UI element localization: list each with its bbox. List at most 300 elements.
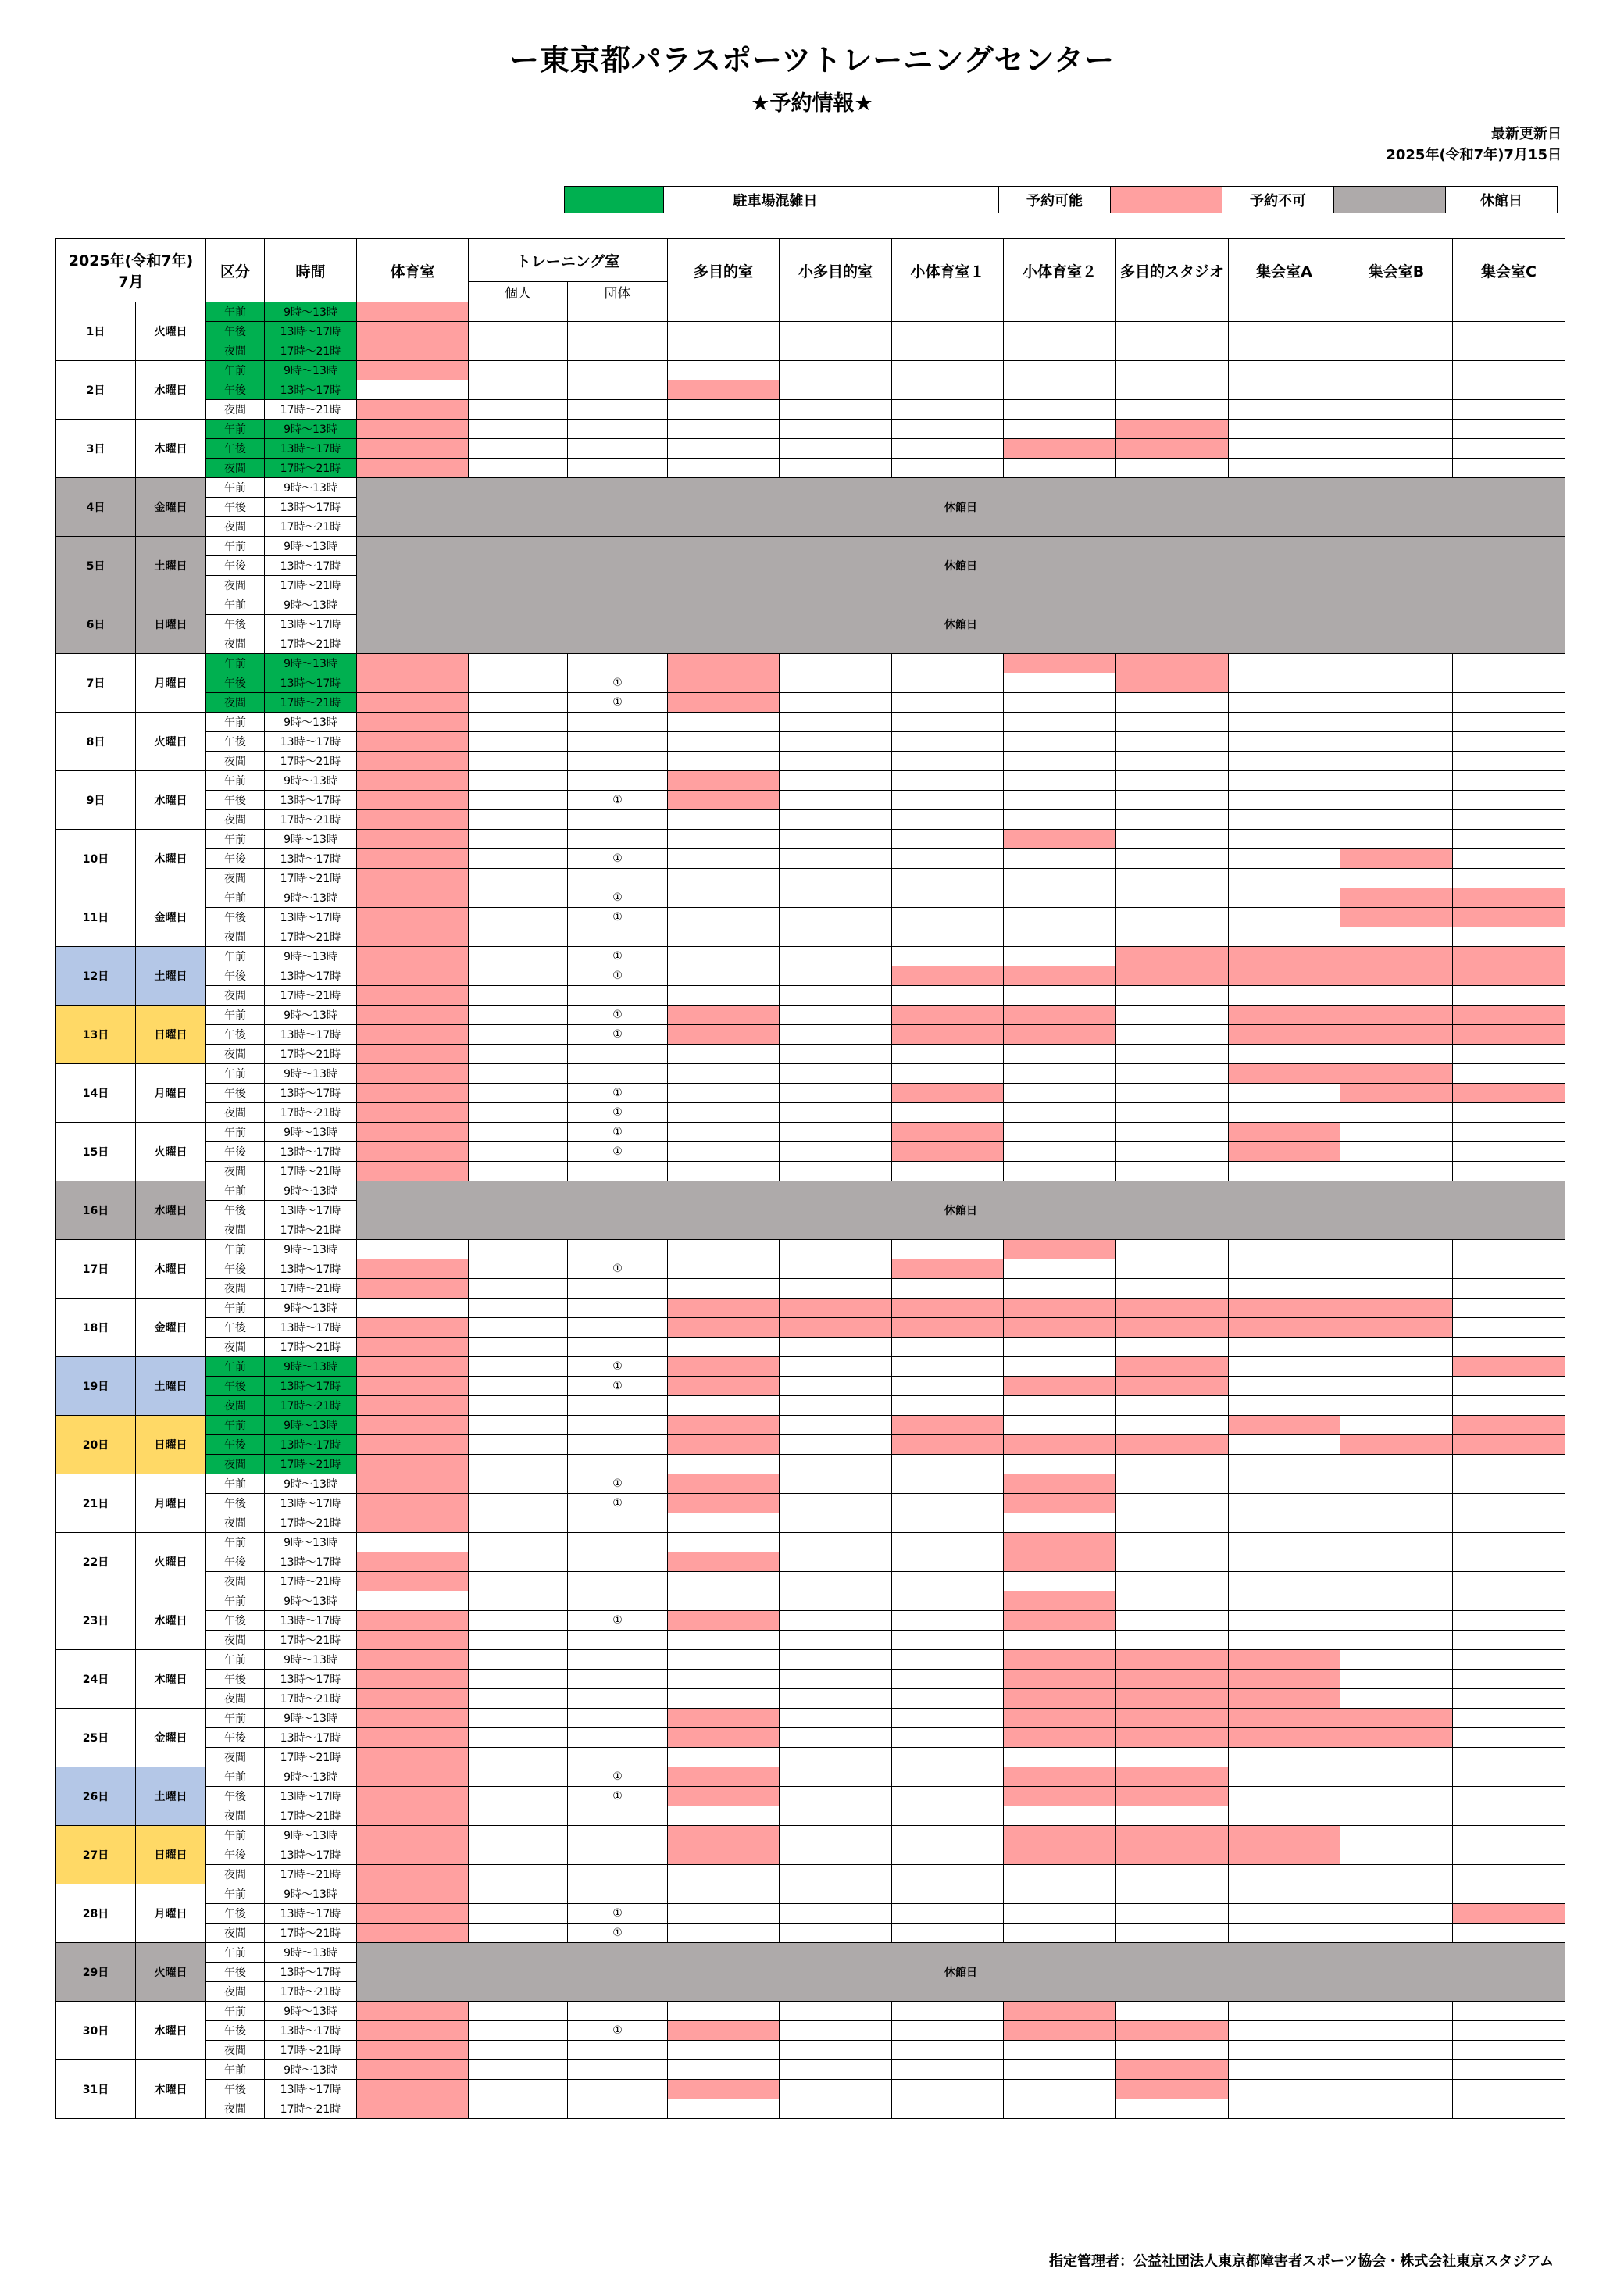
status-cell bbox=[668, 1513, 780, 1533]
time-cell: 9時～13時 bbox=[265, 302, 357, 322]
status-cell bbox=[469, 908, 568, 927]
day-cell: 16日 bbox=[56, 1181, 136, 1240]
time-cell: 17時～21時 bbox=[265, 810, 357, 830]
status-cell bbox=[1004, 1650, 1116, 1670]
status-cell bbox=[1229, 1416, 1340, 1435]
status-cell bbox=[668, 1259, 780, 1279]
status-cell bbox=[1229, 1826, 1340, 1845]
status-cell: ① bbox=[568, 947, 668, 966]
status-cell: ① bbox=[568, 1611, 668, 1631]
time-cell: 13時～17時 bbox=[265, 322, 357, 341]
status-cell bbox=[1229, 302, 1340, 322]
status-cell bbox=[668, 752, 780, 771]
table-row bbox=[56, 1162, 1565, 1181]
status-cell bbox=[1116, 1162, 1229, 1181]
slot-cell: 午前 bbox=[206, 1650, 265, 1670]
status-cell bbox=[1453, 1552, 1565, 1572]
status-cell bbox=[357, 927, 469, 947]
status-cell bbox=[1004, 1904, 1116, 1924]
time-cell: 13時～17時 bbox=[265, 849, 357, 869]
day-cell: 3日 bbox=[56, 420, 136, 478]
table-row bbox=[56, 1787, 1565, 1806]
status-cell bbox=[892, 1924, 1004, 1943]
status-cell bbox=[1229, 1611, 1340, 1631]
status-cell bbox=[1340, 400, 1453, 420]
status-cell bbox=[1340, 1318, 1453, 1338]
status-cell bbox=[1229, 1084, 1340, 1103]
status-cell bbox=[357, 1123, 469, 1142]
status-cell bbox=[1004, 888, 1116, 908]
status-cell bbox=[1229, 1123, 1340, 1142]
time-cell: 9時～13時 bbox=[265, 2060, 357, 2080]
status-cell bbox=[357, 1377, 469, 1396]
time-cell: 13時～17時 bbox=[265, 439, 357, 459]
status-cell bbox=[780, 1924, 892, 1943]
status-cell bbox=[357, 1435, 469, 1455]
status-cell bbox=[668, 654, 780, 673]
status-cell bbox=[469, 1455, 568, 1474]
table-row bbox=[56, 400, 1565, 420]
status-cell bbox=[1004, 1533, 1116, 1552]
slot-cell: 夜間 bbox=[206, 1396, 265, 1416]
slot-cell: 夜間 bbox=[206, 1455, 265, 1474]
status-cell bbox=[1340, 1064, 1453, 1084]
facility-header: 小体育室２ bbox=[1004, 239, 1116, 302]
status-cell bbox=[668, 1103, 780, 1123]
status-cell bbox=[357, 1279, 469, 1299]
status-cell bbox=[357, 341, 469, 361]
status-cell bbox=[1004, 986, 1116, 1006]
time-cell: 9時～13時 bbox=[265, 1299, 357, 1318]
table-row bbox=[56, 713, 1565, 732]
time-cell: 17時～21時 bbox=[265, 1689, 357, 1709]
status-cell bbox=[1116, 439, 1229, 459]
table-row bbox=[56, 791, 1565, 810]
status-cell bbox=[1453, 654, 1565, 673]
time-cell: 13時～17時 bbox=[265, 791, 357, 810]
table-row bbox=[56, 888, 1565, 908]
table-row bbox=[56, 673, 1565, 693]
status-cell bbox=[780, 1552, 892, 1572]
time-cell: 13時～17時 bbox=[265, 732, 357, 752]
status-cell bbox=[1004, 1025, 1116, 1045]
status-cell bbox=[1340, 302, 1453, 322]
status-cell bbox=[469, 1299, 568, 1318]
status-cell bbox=[1229, 966, 1340, 986]
time-cell: 17時～21時 bbox=[265, 1924, 357, 1943]
status-cell bbox=[1116, 1767, 1229, 1787]
status-cell bbox=[1116, 1416, 1229, 1435]
status-cell bbox=[357, 713, 469, 732]
status-cell bbox=[1116, 1924, 1229, 1943]
table-row bbox=[56, 361, 1565, 380]
status-cell bbox=[1229, 380, 1340, 400]
status-cell: ① bbox=[568, 1787, 668, 1806]
status-cell bbox=[1004, 400, 1116, 420]
time-cell: 13時～17時 bbox=[265, 2080, 357, 2099]
status-cell bbox=[892, 1025, 1004, 1045]
status-cell bbox=[780, 361, 892, 380]
slot-cell: 夜間 bbox=[206, 927, 265, 947]
time-cell: 9時～13時 bbox=[265, 1006, 357, 1025]
time-cell: 9時～13時 bbox=[265, 888, 357, 908]
status-cell bbox=[780, 1064, 892, 1084]
status-cell bbox=[469, 771, 568, 791]
weekday-cell: 水曜日 bbox=[136, 2002, 206, 2060]
status-cell: ① bbox=[568, 966, 668, 986]
status-cell bbox=[469, 1025, 568, 1045]
table-row bbox=[56, 380, 1565, 400]
status-cell bbox=[1116, 673, 1229, 693]
status-cell bbox=[1004, 1728, 1116, 1748]
weekday-cell: 土曜日 bbox=[136, 1767, 206, 1826]
day-cell: 6日 bbox=[56, 595, 136, 654]
status-cell bbox=[1229, 927, 1340, 947]
table-row bbox=[56, 1728, 1565, 1748]
status-cell bbox=[357, 1787, 469, 1806]
status-cell bbox=[780, 927, 892, 947]
status-cell bbox=[668, 439, 780, 459]
slot-cell: 夜間 bbox=[206, 1631, 265, 1650]
status-cell bbox=[892, 380, 1004, 400]
status-cell bbox=[1453, 1259, 1565, 1279]
table-row bbox=[56, 1924, 1565, 1943]
status-cell bbox=[1116, 1377, 1229, 1396]
slot-cell: 午後 bbox=[206, 322, 265, 341]
status-cell bbox=[469, 732, 568, 752]
status-cell bbox=[1453, 459, 1565, 478]
slot-cell: 夜間 bbox=[206, 517, 265, 537]
status-cell bbox=[1340, 1884, 1453, 1904]
reservation-table-body bbox=[56, 302, 1565, 2119]
status-cell bbox=[469, 1006, 568, 1025]
status-cell bbox=[1340, 322, 1453, 341]
weekday-cell: 水曜日 bbox=[136, 1181, 206, 1240]
status-cell bbox=[1116, 2080, 1229, 2099]
facility-header: 集会室A bbox=[1229, 239, 1340, 302]
status-cell bbox=[1116, 927, 1229, 947]
status-cell bbox=[469, 1572, 568, 1591]
status-cell bbox=[780, 2021, 892, 2041]
slot-cell: 午前 bbox=[206, 1299, 265, 1318]
slot-cell: 午後 bbox=[206, 1963, 265, 1982]
status-cell bbox=[780, 1279, 892, 1299]
status-cell bbox=[1116, 380, 1229, 400]
slot-cell: 午前 bbox=[206, 1123, 265, 1142]
slot-cell: 午後 bbox=[206, 1845, 265, 1865]
status-cell bbox=[780, 732, 892, 752]
status-cell bbox=[568, 1318, 668, 1338]
status-cell bbox=[668, 1494, 780, 1513]
status-cell bbox=[469, 1591, 568, 1611]
status-cell bbox=[1340, 1865, 1453, 1884]
table-row bbox=[56, 654, 1565, 673]
status-cell bbox=[1453, 1826, 1565, 1845]
status-cell bbox=[568, 2080, 668, 2099]
status-cell bbox=[357, 947, 469, 966]
status-cell bbox=[780, 302, 892, 322]
status-cell bbox=[780, 322, 892, 341]
time-cell: 17時～21時 bbox=[265, 1279, 357, 1299]
table-row bbox=[56, 439, 1565, 459]
status-cell: ① bbox=[568, 1025, 668, 1045]
status-cell bbox=[1453, 1709, 1565, 1728]
status-cell bbox=[780, 1670, 892, 1689]
status-cell bbox=[469, 986, 568, 1006]
slot-cell: 午前 bbox=[206, 771, 265, 791]
table-row bbox=[56, 1045, 1565, 1064]
status-cell bbox=[780, 1338, 892, 1357]
status-cell bbox=[1340, 1845, 1453, 1865]
status-cell bbox=[469, 1279, 568, 1299]
status-cell bbox=[568, 830, 668, 849]
status-cell bbox=[780, 1709, 892, 1728]
status-cell bbox=[668, 1474, 780, 1494]
status-cell bbox=[357, 1670, 469, 1689]
table-row bbox=[56, 1357, 1565, 1377]
facility-header: 集会室C bbox=[1453, 239, 1565, 302]
slot-cell: 午後 bbox=[206, 556, 265, 576]
status-cell bbox=[1229, 2060, 1340, 2080]
status-cell bbox=[1229, 1474, 1340, 1494]
status-cell bbox=[1229, 947, 1340, 966]
status-cell bbox=[568, 713, 668, 732]
status-cell bbox=[1340, 869, 1453, 888]
status-cell bbox=[892, 2060, 1004, 2080]
status-cell bbox=[892, 420, 1004, 439]
status-cell bbox=[1453, 2021, 1565, 2041]
table-row bbox=[56, 459, 1565, 478]
status-cell bbox=[780, 713, 892, 732]
status-cell bbox=[1116, 1240, 1229, 1259]
day-cell: 21日 bbox=[56, 1474, 136, 1533]
month-header-year: 2025年(令和7年) bbox=[68, 252, 194, 270]
status-cell bbox=[469, 947, 568, 966]
status-cell bbox=[1229, 1631, 1340, 1650]
status-cell bbox=[1229, 1494, 1340, 1513]
status-cell bbox=[1229, 1103, 1340, 1123]
status-cell: ① bbox=[568, 1474, 668, 1494]
status-cell bbox=[357, 908, 469, 927]
status-cell bbox=[1453, 752, 1565, 771]
status-cell bbox=[1116, 1259, 1229, 1279]
weekday-cell: 金曜日 bbox=[136, 1709, 206, 1767]
status-cell bbox=[357, 1728, 469, 1748]
day-cell: 31日 bbox=[56, 2060, 136, 2119]
slot-cell: 午後 bbox=[206, 439, 265, 459]
status-cell bbox=[780, 1123, 892, 1142]
slot-cell: 夜間 bbox=[206, 1513, 265, 1533]
status-cell bbox=[1116, 1884, 1229, 1904]
facility-header: 小体育室１ bbox=[892, 239, 1004, 302]
status-cell bbox=[780, 1299, 892, 1318]
status-cell bbox=[1229, 1650, 1340, 1670]
status-cell bbox=[357, 1455, 469, 1474]
status-cell bbox=[892, 1084, 1004, 1103]
status-cell bbox=[1340, 1474, 1453, 1494]
time-cell: 17時～21時 bbox=[265, 1455, 357, 1474]
status-cell bbox=[469, 1787, 568, 1806]
status-cell bbox=[780, 1006, 892, 1025]
status-cell bbox=[469, 1611, 568, 1631]
status-cell bbox=[892, 1806, 1004, 1826]
slot-cell: 夜間 bbox=[206, 693, 265, 713]
status-cell bbox=[780, 1084, 892, 1103]
status-cell bbox=[568, 1591, 668, 1611]
slot-cell: 午後 bbox=[206, 1201, 265, 1220]
status-cell bbox=[469, 693, 568, 713]
status-cell bbox=[1453, 1904, 1565, 1924]
status-cell bbox=[1453, 1513, 1565, 1533]
weekday-cell: 月曜日 bbox=[136, 654, 206, 713]
status-cell bbox=[1340, 693, 1453, 713]
status-cell bbox=[780, 1650, 892, 1670]
status-cell bbox=[1453, 966, 1565, 986]
time-cell: 17時～21時 bbox=[265, 986, 357, 1006]
status-cell bbox=[1453, 1806, 1565, 1826]
status-cell bbox=[469, 1806, 568, 1826]
slot-cell: 午前 bbox=[206, 947, 265, 966]
status-cell bbox=[1116, 869, 1229, 888]
time-cell: 17時～21時 bbox=[265, 1572, 357, 1591]
slot-cell: 午前 bbox=[206, 888, 265, 908]
status-cell bbox=[357, 1259, 469, 1279]
status-cell bbox=[568, 2002, 668, 2021]
day-cell: 1日 bbox=[56, 302, 136, 361]
status-cell bbox=[357, 302, 469, 322]
table-row bbox=[56, 1689, 1565, 1709]
time-cell: 9時～13時 bbox=[265, 1064, 357, 1084]
status-cell bbox=[357, 2002, 469, 2021]
time-cell: 13時～17時 bbox=[265, 1845, 357, 1865]
status-cell bbox=[668, 869, 780, 888]
slot-cell: 午前 bbox=[206, 537, 265, 556]
status-cell bbox=[1116, 888, 1229, 908]
status-cell bbox=[1229, 1533, 1340, 1552]
time-cell: 9時～13時 bbox=[265, 1416, 357, 1435]
slot-cell: 夜間 bbox=[206, 1924, 265, 1943]
status-cell bbox=[568, 2041, 668, 2060]
slot-cell: 午後 bbox=[206, 1611, 265, 1631]
slot-cell: 午後 bbox=[206, 1787, 265, 1806]
status-cell bbox=[357, 2060, 469, 2080]
status-cell bbox=[1116, 849, 1229, 869]
status-cell bbox=[668, 1455, 780, 1474]
status-cell bbox=[1453, 380, 1565, 400]
time-cell: 9時～13時 bbox=[265, 2002, 357, 2021]
status-cell bbox=[1453, 1591, 1565, 1611]
slot-cell: 午前 bbox=[206, 1943, 265, 1963]
table-row bbox=[56, 1494, 1565, 1513]
status-cell bbox=[1453, 322, 1565, 341]
status-cell bbox=[469, 1884, 568, 1904]
status-cell bbox=[1004, 1299, 1116, 1318]
status-cell bbox=[357, 1299, 469, 1318]
status-cell bbox=[892, 1142, 1004, 1162]
status-cell bbox=[668, 1045, 780, 1064]
status-cell bbox=[357, 732, 469, 752]
status-cell bbox=[1340, 810, 1453, 830]
status-cell bbox=[1340, 2099, 1453, 2119]
status-cell bbox=[1116, 654, 1229, 673]
status-cell bbox=[892, 1416, 1004, 1435]
status-cell bbox=[1004, 1845, 1116, 1865]
status-cell bbox=[780, 752, 892, 771]
status-cell bbox=[357, 791, 469, 810]
status-cell bbox=[357, 1884, 469, 1904]
status-cell bbox=[357, 2099, 469, 2119]
time-cell: 13時～17時 bbox=[265, 1201, 357, 1220]
status-cell bbox=[1229, 908, 1340, 927]
status-cell bbox=[780, 1748, 892, 1767]
weekday-cell: 水曜日 bbox=[136, 771, 206, 830]
status-cell bbox=[1116, 1845, 1229, 1865]
status-cell bbox=[892, 947, 1004, 966]
status-cell bbox=[1453, 1377, 1565, 1396]
status-cell bbox=[780, 1318, 892, 1338]
status-cell bbox=[357, 2080, 469, 2099]
status-cell bbox=[1004, 927, 1116, 947]
time-cell: 9時～13時 bbox=[265, 1826, 357, 1845]
status-cell bbox=[892, 1045, 1004, 1064]
status-cell bbox=[1229, 2041, 1340, 2060]
status-cell bbox=[1229, 2021, 1340, 2041]
slot-cell: 夜間 bbox=[206, 1279, 265, 1299]
status-cell: ① bbox=[568, 849, 668, 869]
slot-cell: 夜間 bbox=[206, 1806, 265, 1826]
table-row bbox=[56, 1416, 1565, 1435]
status-cell bbox=[780, 1572, 892, 1591]
status-cell bbox=[1340, 1259, 1453, 1279]
status-cell bbox=[1116, 1318, 1229, 1338]
status-cell bbox=[892, 1513, 1004, 1533]
status-cell bbox=[469, 830, 568, 849]
status-cell bbox=[892, 1533, 1004, 1552]
status-cell bbox=[1229, 1884, 1340, 1904]
time-cell: 9時～13時 bbox=[265, 1884, 357, 1904]
slot-cell: 午後 bbox=[206, 615, 265, 634]
time-cell: 17時～21時 bbox=[265, 1748, 357, 1767]
status-cell bbox=[568, 1552, 668, 1572]
status-cell bbox=[892, 1064, 1004, 1084]
facility-header: 体育室 bbox=[357, 239, 469, 302]
status-cell bbox=[1004, 1084, 1116, 1103]
status-cell bbox=[1229, 1064, 1340, 1084]
time-cell: 17時～21時 bbox=[265, 1982, 357, 2002]
status-cell bbox=[780, 2099, 892, 2119]
status-cell bbox=[568, 1455, 668, 1474]
status-cell bbox=[1004, 1455, 1116, 1474]
table-row bbox=[56, 693, 1565, 713]
status-cell bbox=[780, 1611, 892, 1631]
status-cell bbox=[892, 1006, 1004, 1025]
status-cell bbox=[568, 1396, 668, 1416]
status-cell bbox=[1004, 1474, 1116, 1494]
status-cell bbox=[668, 1845, 780, 1865]
status-cell bbox=[1116, 1338, 1229, 1357]
status-cell bbox=[892, 1377, 1004, 1396]
facility-header: 集会室B bbox=[1340, 239, 1453, 302]
status-cell bbox=[1004, 966, 1116, 986]
status-cell bbox=[1453, 1435, 1565, 1455]
weekday-cell: 木曜日 bbox=[136, 420, 206, 478]
status-cell bbox=[668, 1748, 780, 1767]
status-cell bbox=[1229, 1377, 1340, 1396]
status-cell: ① bbox=[568, 1006, 668, 1025]
status-cell bbox=[780, 1728, 892, 1748]
status-cell bbox=[668, 693, 780, 713]
status-cell bbox=[469, 322, 568, 341]
